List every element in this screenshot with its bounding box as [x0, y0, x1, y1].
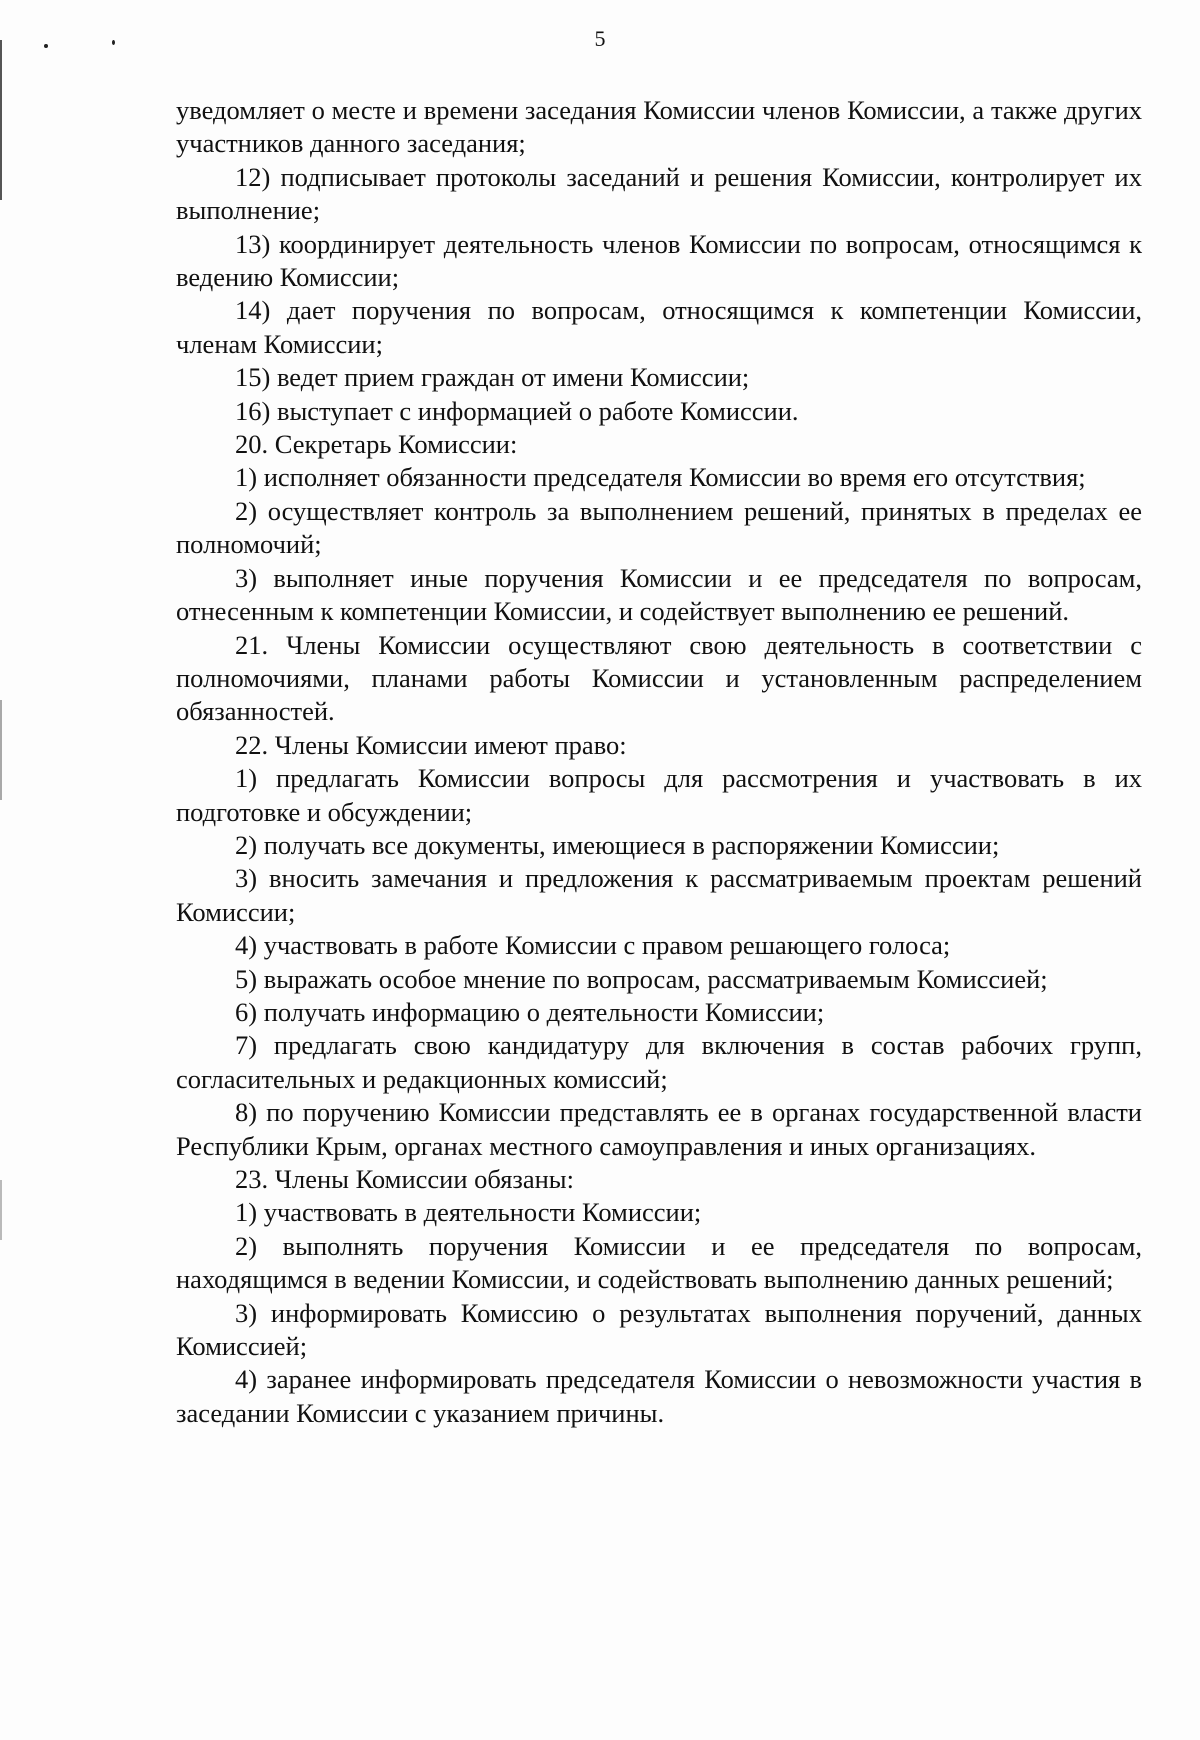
- document-paragraph: 4) участвовать в работе Комиссии с правом решающего голоса;: [235, 930, 951, 961]
- scan-edge-line: [0, 1180, 2, 1240]
- document-paragraph: 5) выражать особое мнение по вопросам, рассматриваемым Комиссией;: [235, 963, 1048, 994]
- document-paragraph: 21. Члены Комиссии осуществляют свою деятельность в соответствии с полномочиями, планами работы Комиссии и установленным распределением обязанностей.: [176, 629, 1142, 727]
- document-paragraph: уведомляет о месте и времени заседания Комиссии членов Комиссии, а также других участников данного заседания;: [176, 95, 1142, 159]
- document-paragraph: 16) выступает с информацией о работе Комиссии.: [235, 395, 799, 426]
- document-paragraph: 15) ведет прием граждан от имени Комиссии;: [235, 362, 750, 393]
- document-paragraph: 14) дает поручения по вопросам, относящимся к компетенции Комиссии, членам Комиссии;: [176, 295, 1142, 359]
- document-paragraph: 23. Члены Комиссии обязаны:: [235, 1164, 574, 1194]
- document-paragraph: 3) информировать Комиссию о результатах выполнения поручений, данных Комиссией;: [176, 1297, 1142, 1362]
- document-paragraph: 4) заранее информировать председателя Комиссии о невозможности участия в заседании Комиссии с указанием причины.: [176, 1364, 1142, 1428]
- page-number: 5: [594, 26, 606, 51]
- scan-edge-line: [0, 40, 2, 200]
- document-body: [176, 94, 1142, 1430]
- document-paragraph: 13) координирует деятельность членов Комиссии по вопросам, относящимся к ведению Комиссии;: [176, 228, 1142, 293]
- document-paragraph: 3) выполняет иные поручения Комиссии и ее председателя по вопросам, отнесенным к компетенции Комиссии, и содействует выполнению ее решений.: [176, 562, 1142, 627]
- document-paragraph: 1) участвовать в деятельности Комиссии;: [235, 1197, 702, 1228]
- document-paragraph: 20. Секретарь Комиссии:: [235, 429, 518, 460]
- document-paragraph: 3) вносить замечания и предложения к рассматриваемым проектам решений Комиссии;: [176, 863, 1142, 927]
- document-paragraph: 1) предлагать Комиссии вопросы для рассмотрения и участвовать в их подготовке и обсуждении;: [176, 763, 1142, 827]
- document-paragraph: 2) получать все документы, имеющиеся в распоряжении Комиссии;: [235, 829, 1000, 860]
- document-paragraph: 2) осуществляет контроль за выполнением решений, принятых в пределах ее полномочий;: [176, 495, 1142, 560]
- document-paragraph: 1) исполняет обязанности председателя Комиссии во время его отсутствия;: [235, 462, 1086, 493]
- document-paragraph: 7) предлагать свою кандидатуру для включения в состав рабочих групп, согласительных и редакционных комиссий;: [176, 1030, 1142, 1094]
- document-paragraph: 6) получать информацию о деятельности Комиссии;: [235, 996, 825, 1027]
- document-paragraph: 22. Члены Комиссии имеют право:: [235, 729, 627, 760]
- scan-edge-line: [0, 700, 2, 800]
- document-paragraph: 8) по поручению Комиссии представлять ее в органах государственной власти Республики Крым, органах местного самоуправления и иных организациях.: [176, 1097, 1142, 1161]
- document-paragraph: 2) выполнять поручения Комиссии и ее председателя по вопросам, находящимся в ведении Комиссии, и содействовать выполнению данных решений;: [176, 1230, 1142, 1295]
- document-paragraph: 12) подписывает протоколы заседаний и решения Комиссии, контролирует их выполнение;: [176, 161, 1142, 226]
